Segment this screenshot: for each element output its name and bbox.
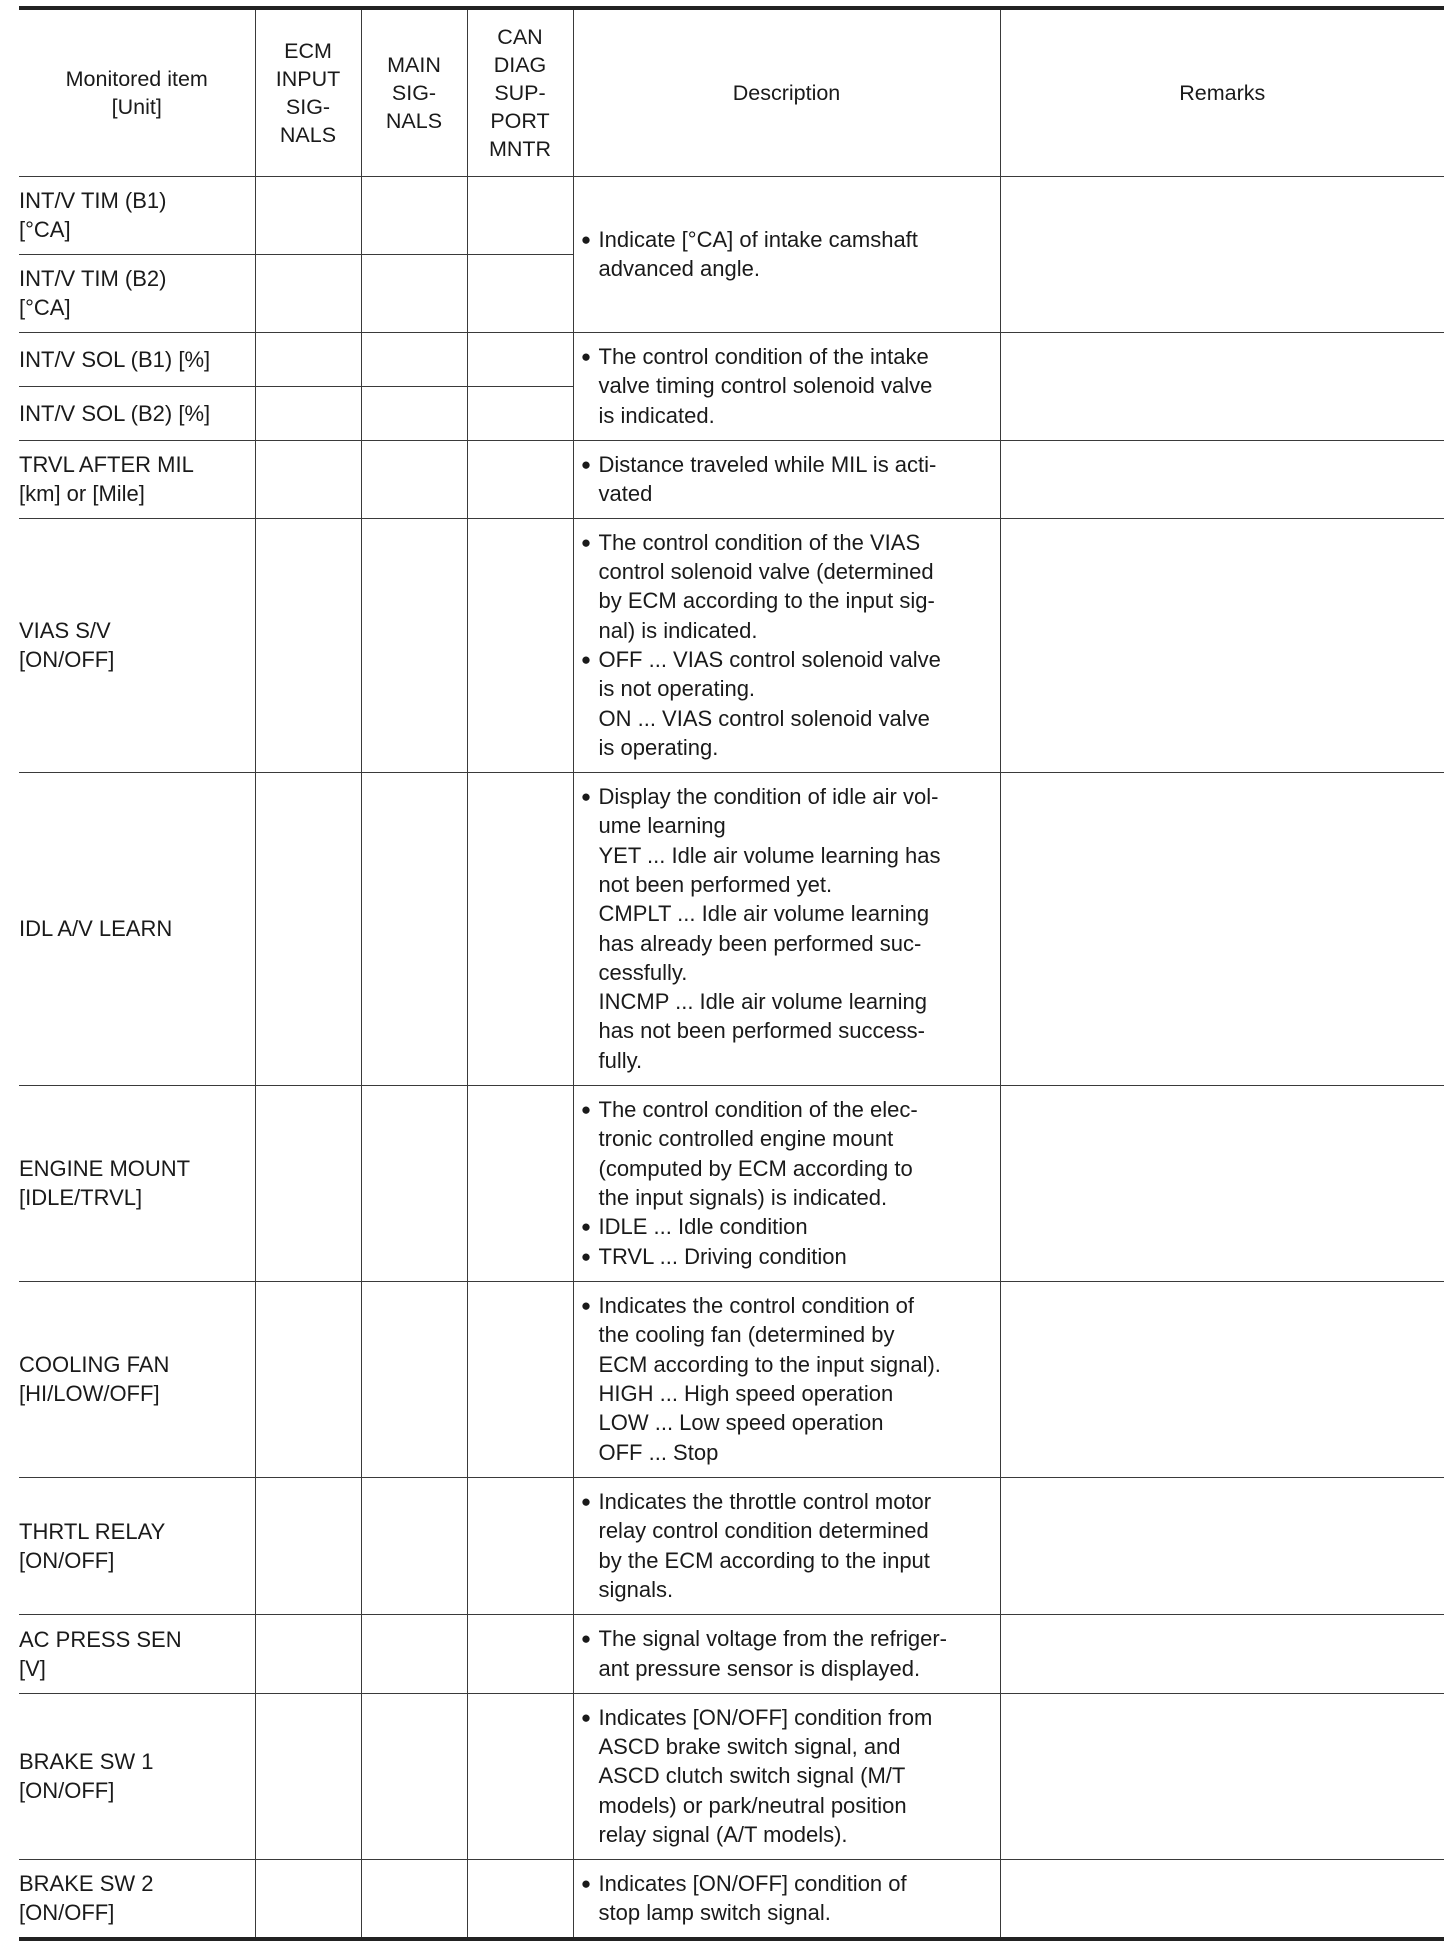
description-bullet	[574, 1095, 1000, 1212]
header-remarks: Remarks	[1000, 8, 1444, 176]
description-text: TRVL ... Driving condition	[598, 1243, 847, 1269]
ecm-input-cell	[255, 332, 361, 386]
main-signals-cell	[361, 1614, 467, 1693]
description-text: The control condition of the VIAS control solenoid valve (determined by ECM according to the input sig- nal) is indicated.	[598, 529, 935, 643]
can-diag-cell	[467, 1859, 573, 1939]
table-row	[19, 332, 1444, 386]
description-cell	[573, 332, 1000, 440]
ecm-input-cell	[255, 1085, 361, 1281]
table-row	[19, 440, 1444, 518]
ecm-input-cell	[255, 176, 361, 254]
table-row	[19, 176, 1444, 254]
remarks-cell	[1000, 1859, 1444, 1939]
description-text: Display the condition of idle air vol- ume learning YET ... Idle air volume learning has not been performed yet. CMPLT ... Idle air volume learning has already been performed suc- cessfully. INCMP ... Idle air volume learning has not been performed success- fully.	[598, 784, 941, 1073]
description-bullet	[574, 342, 1000, 430]
description-text: The control condition of the elec- tronic controlled engine mount (computed by ECM according to the input signals) is indicated.	[598, 1097, 918, 1210]
main-signals-cell	[361, 176, 467, 254]
can-diag-cell	[467, 1477, 573, 1614]
item-ac-press-sen: AC PRESS SEN [V]	[19, 1614, 255, 1693]
ecm-input-cell	[255, 254, 361, 332]
remarks-cell	[1000, 440, 1444, 518]
bullet-icon: ●	[580, 454, 592, 474]
item-trvl-after-mil: TRVL AFTER MIL [km] or [Mile]	[19, 440, 255, 518]
ecm-input-cell	[255, 518, 361, 772]
bullet-icon: ●	[580, 787, 592, 807]
can-diag-cell	[467, 440, 573, 518]
description-text: OFF ... VIAS control solenoid valve is not operating. ON ... VIAS control solenoid valve is operating.	[598, 647, 941, 760]
description-bullet	[574, 1487, 1000, 1604]
document-page	[19, 6, 1444, 1941]
ecm-input-cell	[255, 772, 361, 1085]
can-diag-cell	[467, 1693, 573, 1859]
description-bullet	[574, 450, 1000, 509]
item-thrtl-relay: THRTL RELAY [ON/OFF]	[19, 1477, 255, 1614]
bullet-icon: ●	[580, 1246, 592, 1266]
table-row	[19, 518, 1444, 772]
description-text: Indicates the control condition of the cooling fan (determined by ECM according to the input signal). HIGH ... High speed operation LOW ... Low speed operation OFF ... Stop	[598, 1293, 941, 1465]
main-signals-cell	[361, 1085, 467, 1281]
description-text: Indicates [ON/OFF] condition of stop lamp switch signal.	[598, 1870, 907, 1926]
ecm-input-cell	[255, 1693, 361, 1859]
item-idl-av-learn: IDL A/V LEARN	[19, 772, 255, 1085]
description-bullet	[574, 1703, 1000, 1849]
table-row	[19, 1281, 1444, 1477]
description-bullet	[574, 1291, 1000, 1467]
bullet-icon: ●	[580, 1873, 592, 1893]
description-bullet	[574, 1242, 1000, 1271]
data-monitor-table	[19, 6, 1444, 1941]
description-text: Distance traveled while MIL is acti- vated	[598, 451, 937, 506]
ecm-input-cell	[255, 440, 361, 518]
can-diag-cell	[467, 254, 573, 332]
can-diag-cell	[467, 332, 573, 386]
can-diag-cell	[467, 386, 573, 440]
bullet-icon: ●	[580, 1629, 592, 1649]
table-row	[19, 1085, 1444, 1281]
description-text: Indicates [ON/OFF] condition from ASCD brake switch signal, and ASCD clutch switch signal (M/T models) or park/neutral position relay signal (A/T models).	[598, 1704, 933, 1847]
item-brake-sw-2: BRAKE SW 2 [ON/OFF]	[19, 1859, 255, 1939]
description-cell	[573, 1693, 1000, 1859]
remarks-cell	[1000, 518, 1444, 772]
main-signals-cell	[361, 1477, 467, 1614]
can-diag-cell	[467, 176, 573, 254]
description-cell	[573, 1477, 1000, 1614]
table-row	[19, 1477, 1444, 1614]
description-text: The signal voltage from the refriger- ant pressure sensor is displayed.	[598, 1626, 947, 1681]
header-can-diag-support-mntr: CAN DIAG SUP- PORT MNTR	[467, 8, 573, 176]
bullet-icon: ●	[580, 347, 592, 367]
header-ecm-input-signals: ECM INPUT SIG- NALS	[255, 8, 361, 176]
description-cell	[573, 1281, 1000, 1477]
ecm-input-cell	[255, 1859, 361, 1939]
bullet-icon: ●	[580, 1296, 592, 1316]
description-bullet	[574, 782, 1000, 1075]
can-diag-cell	[467, 1614, 573, 1693]
main-signals-cell	[361, 518, 467, 772]
bullet-icon: ●	[580, 1217, 592, 1237]
header-row	[19, 8, 1444, 176]
description-bullet	[574, 225, 1000, 284]
table-row	[19, 1859, 1444, 1939]
main-signals-cell	[361, 386, 467, 440]
item-int-v-tim-b1: INT/V TIM (B1) [°CA]	[19, 176, 255, 254]
bullet-icon: ●	[580, 1491, 592, 1511]
description-cell	[573, 176, 1000, 332]
description-cell	[573, 440, 1000, 518]
main-signals-cell	[361, 1859, 467, 1939]
bullet-icon: ●	[580, 532, 592, 552]
description-text: The control condition of the intake valve timing control solenoid valve is indicated.	[598, 344, 933, 428]
table-row	[19, 772, 1444, 1085]
description-cell	[573, 772, 1000, 1085]
remarks-cell	[1000, 1477, 1444, 1614]
description-cell	[573, 1614, 1000, 1693]
description-bullet	[574, 528, 1000, 645]
header-main-signals: MAIN SIG- NALS	[361, 8, 467, 176]
item-int-v-tim-b2: INT/V TIM (B2) [°CA]	[19, 254, 255, 332]
bullet-icon: ●	[580, 1100, 592, 1120]
item-int-v-sol-b2: INT/V SOL (B2) [%]	[19, 386, 255, 440]
description-text: IDLE ... Idle condition	[598, 1214, 808, 1240]
main-signals-cell	[361, 440, 467, 518]
remarks-cell	[1000, 1085, 1444, 1281]
description-text: Indicate [°CA] of intake camshaft advanced angle.	[598, 226, 918, 281]
remarks-cell	[1000, 176, 1444, 332]
description-text: Indicates the throttle control motor relay control condition determined by the ECM according to the input signals.	[598, 1488, 932, 1602]
ecm-input-cell	[255, 386, 361, 440]
table-row	[19, 1693, 1444, 1859]
header-monitored-item: Monitored item [Unit]	[19, 8, 255, 176]
bullet-icon: ●	[580, 229, 592, 249]
description-cell	[573, 518, 1000, 772]
description-bullet	[574, 645, 1000, 762]
description-bullet	[574, 1212, 1000, 1241]
main-signals-cell	[361, 1281, 467, 1477]
ecm-input-cell	[255, 1281, 361, 1477]
description-cell	[573, 1859, 1000, 1939]
ecm-input-cell	[255, 1477, 361, 1614]
header-description: Description	[573, 8, 1000, 176]
bullet-icon: ●	[580, 1707, 592, 1727]
item-vias-sv: VIAS S/V [ON/OFF]	[19, 518, 255, 772]
ecm-input-cell	[255, 1614, 361, 1693]
main-signals-cell	[361, 1693, 467, 1859]
remarks-cell	[1000, 332, 1444, 440]
can-diag-cell	[467, 518, 573, 772]
description-cell	[573, 1085, 1000, 1281]
table-row	[19, 1614, 1444, 1693]
bullet-icon: ●	[580, 650, 592, 669]
item-engine-mount: ENGINE MOUNT [IDLE/TRVL]	[19, 1085, 255, 1281]
remarks-cell	[1000, 772, 1444, 1085]
item-int-v-sol-b1: INT/V SOL (B1) [%]	[19, 332, 255, 386]
remarks-cell	[1000, 1693, 1444, 1859]
remarks-cell	[1000, 1281, 1444, 1477]
can-diag-cell	[467, 1085, 573, 1281]
main-signals-cell	[361, 772, 467, 1085]
can-diag-cell	[467, 1281, 573, 1477]
remarks-cell	[1000, 1614, 1444, 1693]
description-bullet	[574, 1624, 1000, 1683]
main-signals-cell	[361, 254, 467, 332]
item-cooling-fan: COOLING FAN [HI/LOW/OFF]	[19, 1281, 255, 1477]
description-bullet	[574, 1869, 1000, 1928]
can-diag-cell	[467, 772, 573, 1085]
main-signals-cell	[361, 332, 467, 386]
item-brake-sw-1: BRAKE SW 1 [ON/OFF]	[19, 1693, 255, 1859]
